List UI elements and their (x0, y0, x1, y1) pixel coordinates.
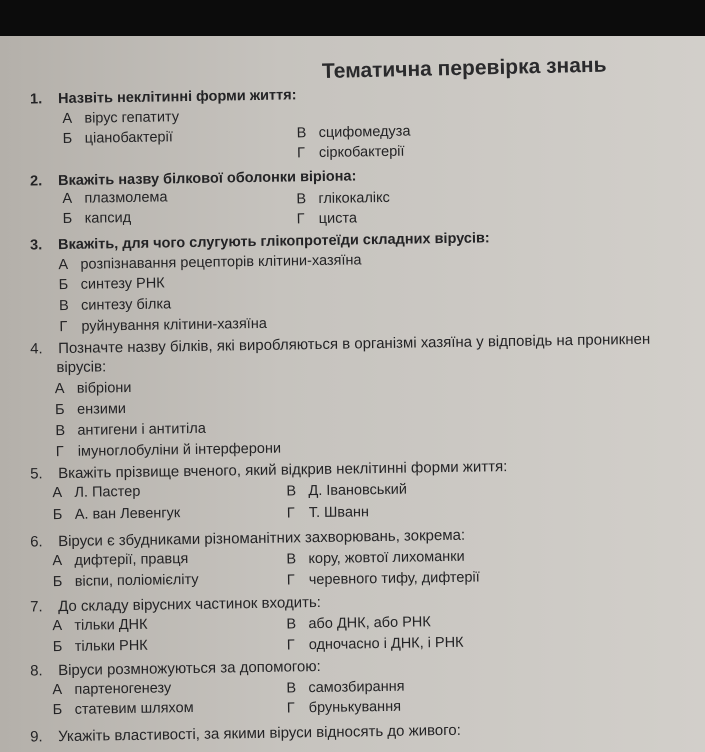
option: А партеногенезу (52, 680, 172, 699)
question-9 (0, 718, 705, 746)
question-text: 2. Вкажіть назву білкової оболонки віріона: (29, 168, 357, 190)
question-3 (0, 227, 705, 336)
option: Б віспи, поліомієліту (52, 571, 199, 591)
option: Г сіркобактерії (296, 143, 405, 162)
question-text: 3. Вкажіть, для чого слугують глікопротеїди складних вірусів: (29, 230, 490, 254)
question-6 (0, 523, 705, 591)
option: В антигени і антитіла (55, 420, 206, 440)
question-7 (0, 588, 705, 656)
option: А розпізнавання рецепторів клітини-хазяїна (58, 252, 362, 274)
option: А дифтерії, правця (52, 551, 189, 570)
option: В сцифомедуза (296, 123, 411, 142)
question-text: 7. До складу вірусних частинок входить: (29, 593, 322, 616)
page-title: Тематична перевірка знань (321, 53, 607, 83)
option: Г Т. Шванн (286, 504, 370, 522)
option: Г циста (296, 210, 358, 228)
option: А вірус гепатиту (62, 109, 180, 128)
question-text: 5. Вкажіть прізвище вченого, який відкрив неклітинні форми життя: (29, 458, 508, 483)
question-text: 9. Укажіть властивості, за якими віруси відносять до живого: (29, 721, 461, 746)
worksheet-page (0, 36, 705, 752)
option: В кору, жовтої лихоманки (286, 548, 465, 568)
option: Г одночасно і ДНК, і РНК (286, 634, 464, 654)
option: В Д. Івановський (286, 481, 408, 500)
option: В або ДНК, або РНК (286, 614, 431, 633)
question-text: 1. Назвіть неклітинні форми життя: (29, 87, 297, 108)
option: Б тільки РНК (52, 637, 148, 656)
option: Б синтезу РНК (58, 275, 165, 294)
question-text: 4. Позначте назву білків, які виробляються в організмі хазяїна у відповідь на проникнен (29, 330, 651, 358)
option: Г імуноглобуліни й інтерферони (55, 440, 282, 461)
option: Г черевного тифу, дифтерії (286, 569, 480, 589)
question-text-continued: вірусів: (56, 358, 107, 377)
option: А плазмолема (62, 189, 168, 208)
option: В глікокалікс (296, 189, 390, 208)
option: В синтезу білка (58, 296, 172, 315)
option: Г руйнування клітини-хазяїна (59, 315, 267, 336)
question-text: 8. Віруси розмножуються за допомогою: (29, 657, 321, 680)
option: А тільки ДНК (52, 616, 148, 635)
option: Б капсид (62, 209, 132, 228)
option: Б ціанобактерії (62, 129, 173, 148)
option: Б А. ван Левенгук (52, 505, 181, 524)
option: А Л. Пастер (52, 483, 141, 502)
option: Б ензими (54, 401, 127, 419)
question-2 (0, 163, 705, 228)
option: А вібріони (54, 379, 132, 398)
option: В самозбирання (286, 678, 405, 697)
option: Г брунькування (286, 698, 402, 717)
option: Б статевим шляхом (52, 699, 194, 719)
question-text: 6. Віруси є збудниками різноманітних захворювань, зокрема: (29, 526, 466, 551)
